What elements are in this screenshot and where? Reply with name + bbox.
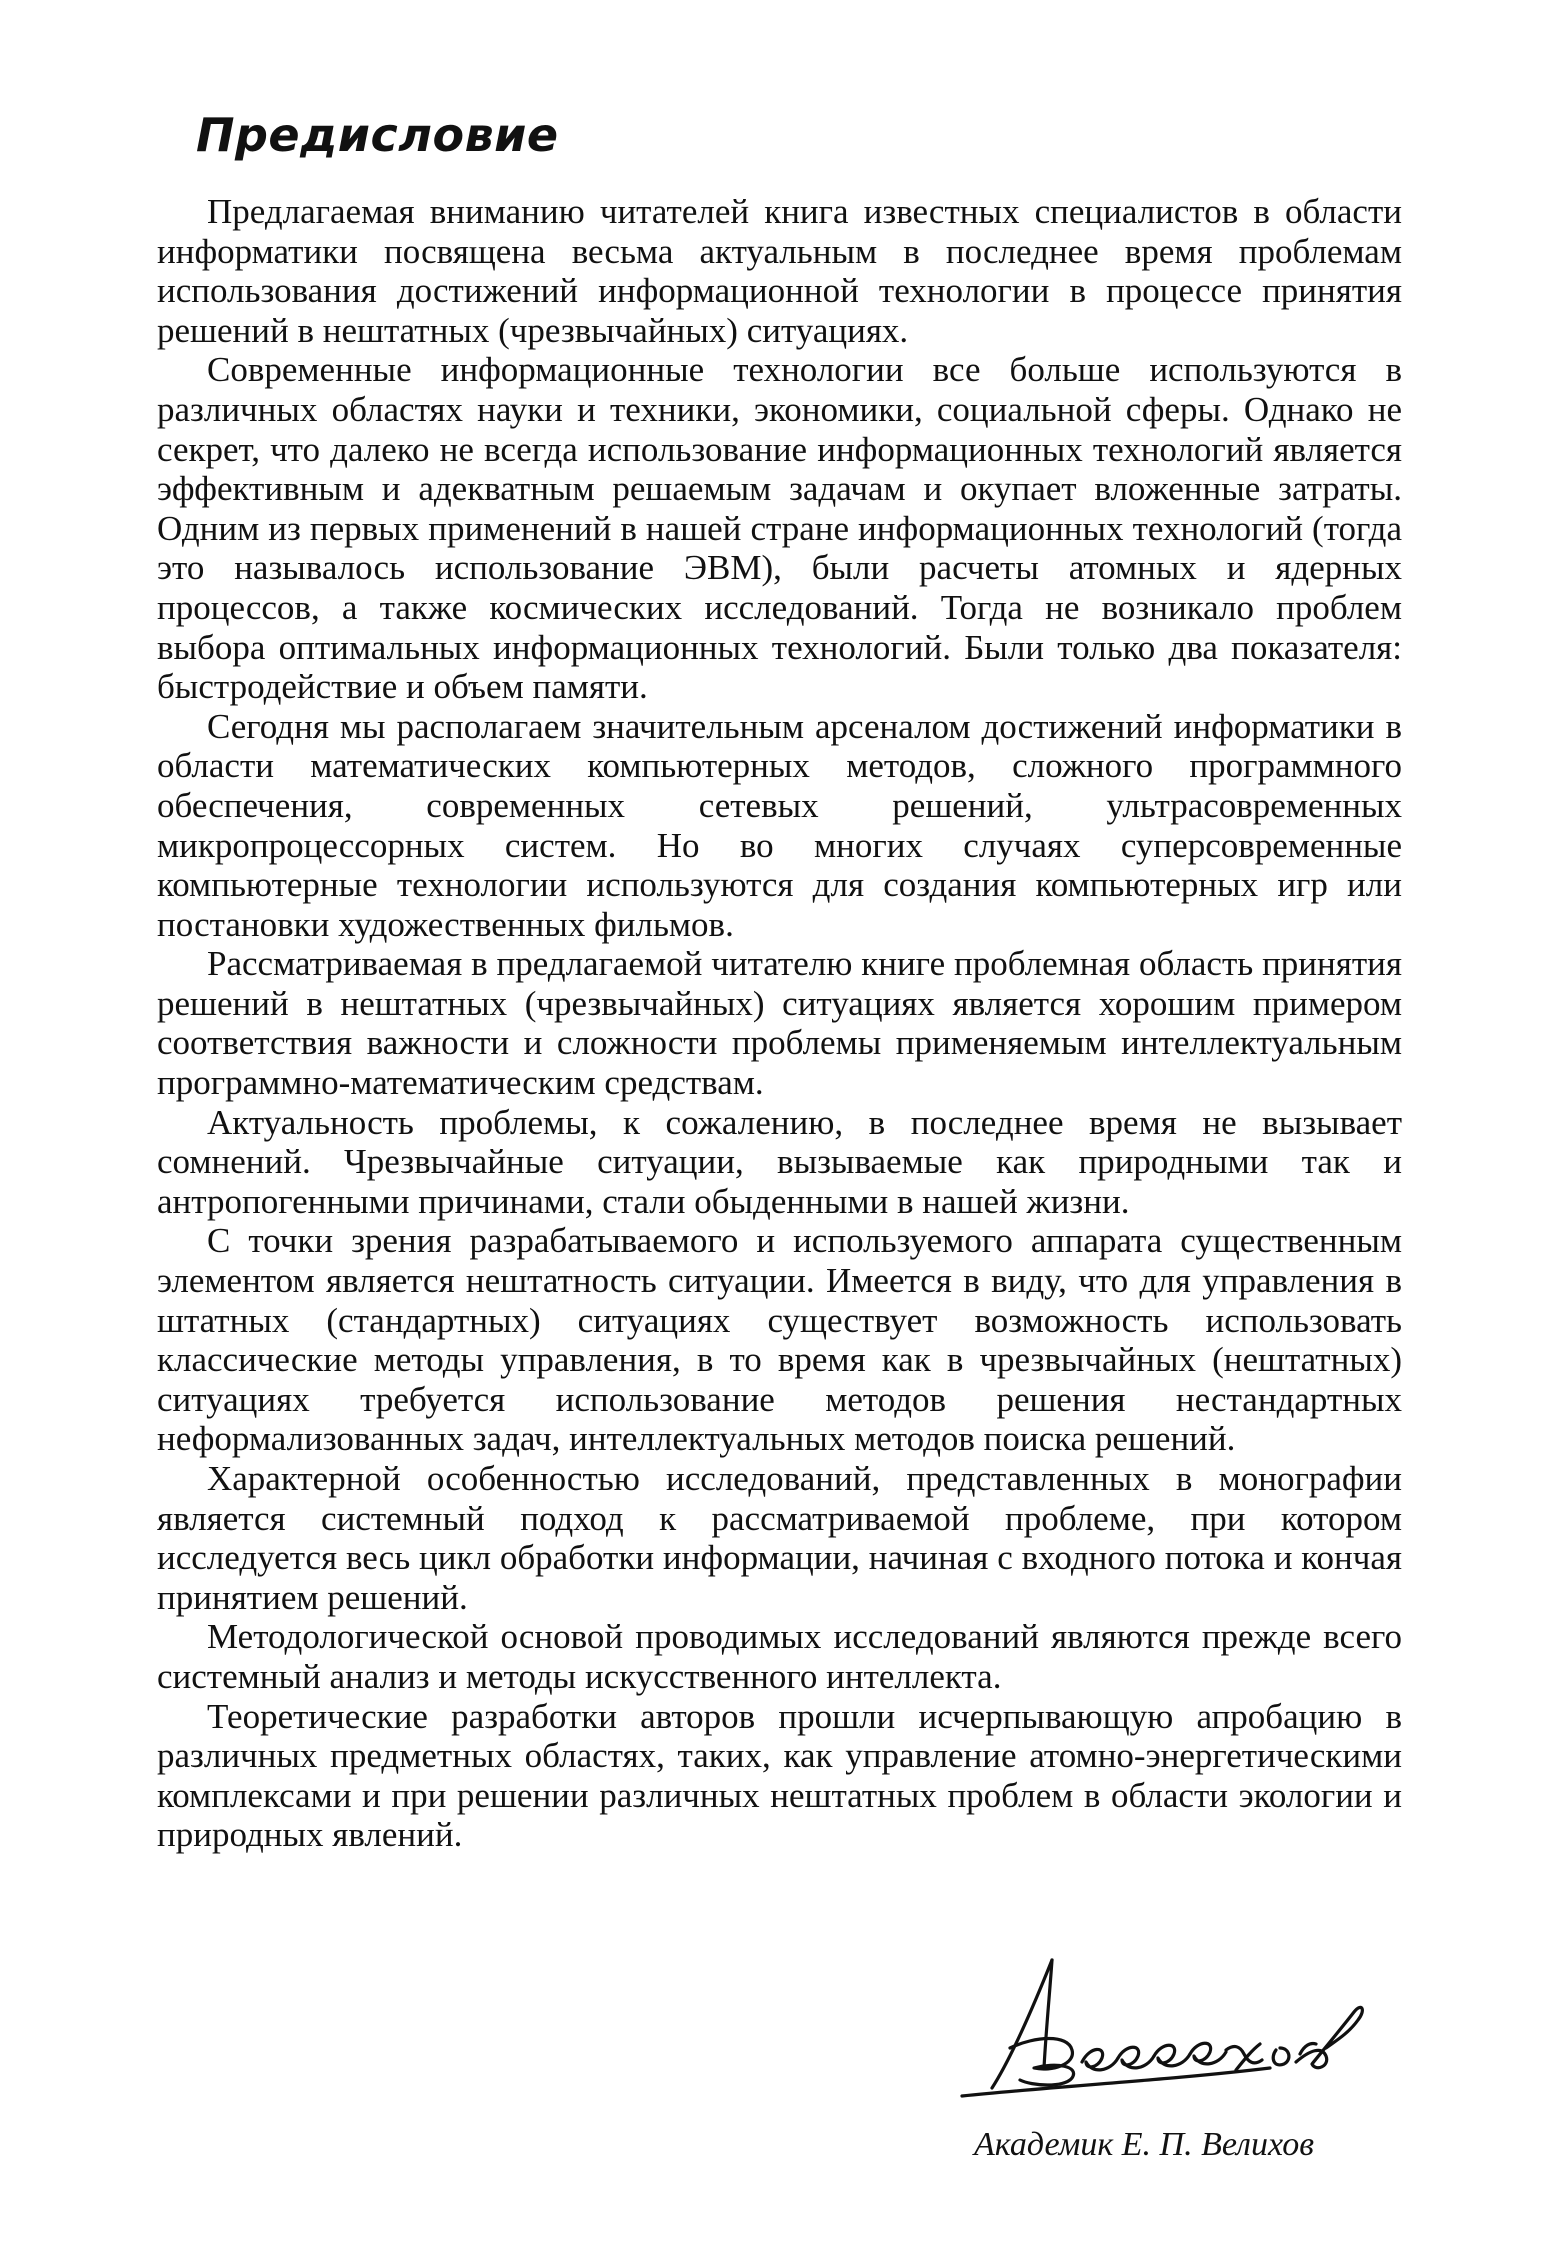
paragraph: С точки зрения разрабатываемого и используемого аппарата существенным элементом является нештатность ситуации. Имеется в виду, что для управления в штатных (стандартных) ситуациях существует возможность использовать классические методы управления, в то время как в чрезвычайных (нештатных) ситуациях требуется использование методов решения нестандартных неформализованных задач, интеллектуальных методов поиска решений. <box>157 1221 1402 1459</box>
paragraph: Сегодня мы располагаем значительным арсеналом достижений информатики в области математических компьютерных методов, сложного программного обеспечения, современных сетевых решений, ультрасовременных микропроцессорных систем. Но во многих случаях суперсовременные компьютерные технологии используются для создания компьютерных игр или постановки художественных фильмов. <box>157 706 1402 944</box>
paragraph: Теоретические разработки авторов прошли исчерпывающую апробацию в различных предметных областях, таких, как управление атомно-энергетическими комплексами и при решении различных нештатных проблем в области экологии и природных явлений. <box>157 1696 1402 1855</box>
handwritten-signature-icon <box>940 1950 1410 2100</box>
paragraph: Методологической основой проводимых исследований являются прежде всего системный анализ и методы искусственного интеллекта. <box>157 1617 1402 1696</box>
paragraph: Предлагаемая вниманию читателей книга известных специалистов в области информатики посвящена весьма актуальным в последнее время проблемам использования достижений информационной технологии в процессе принятия решений в нештатных (чрезвычайных) ситуациях. <box>157 192 1402 350</box>
author-signature-line: Академик Е. П. Велихов <box>974 2126 1314 2163</box>
preface-body <box>157 192 1402 1855</box>
paragraph: Актуальность проблемы, к сожалению, в последнее время не вызывает сомнений. Чрезвычайные ситуации, вызываемые как природными так и антропогенными причинами, стали обыденными в нашей жизни. <box>157 1102 1402 1221</box>
paragraph: Характерной особенностью исследований, представленных в монографии является системный подход к рассматриваемой проблеме, при котором исследуется весь цикл обработки информации, начиная с входного потока и кончая принятием решений. <box>157 1459 1402 1617</box>
page-title: Предисловие <box>196 108 559 162</box>
paragraph: Современные информационные технологии все больше используются в различных областях науки и техники, экономики, социальной сферы. Однако не секрет, что далеко не всегда использование информационных технологий является эффективным и адекватным решаемым задачам и окупает вложенные затраты. Одним из первых применений в нашей стране информационных технологий (тогда это называлось использование ЭВМ), были расчеты атомных и ядерных процессов, а также космических исследований. Тогда не возникало проблем выбора оптимальных информационных технологий. Были только два показателя: быстродействие и объем памяти. <box>157 350 1402 707</box>
paragraph: Рассматриваемая в предлагаемой читателю книге проблемная область принятия решений в нештатных (чрезвычайных) ситуациях является хорошим примером соответствия важности и сложности проблемы применяемым интеллектуальным программно-математическим средствам. <box>157 944 1402 1103</box>
